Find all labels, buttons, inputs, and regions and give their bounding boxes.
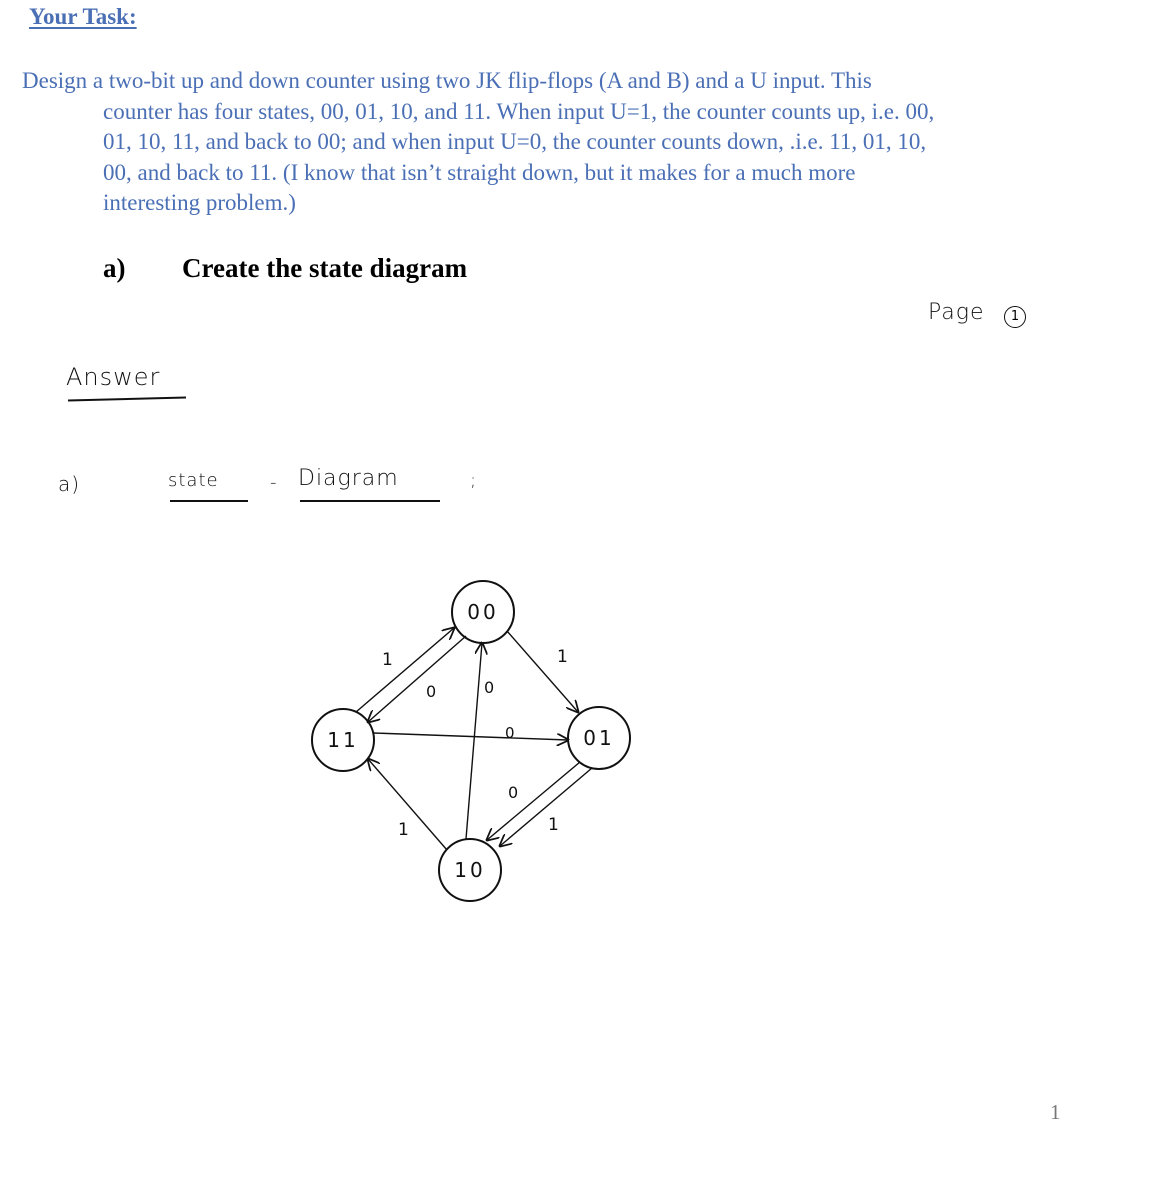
part-a-title: Create the state diagram	[182, 253, 468, 283]
edge-label-10-11: 1	[398, 820, 409, 840]
edge-label-01-10-down: 0	[508, 783, 519, 802]
diagram-suffix: ;	[470, 470, 478, 491]
edge-11-to-00	[356, 628, 454, 712]
answer-part-label: a)	[58, 472, 81, 496]
state-word: state	[168, 470, 219, 491]
edge-00-to-11	[368, 636, 466, 722]
state-00-node	[452, 581, 514, 643]
page-marker-number: 1	[1010, 309, 1020, 324]
state-11-label: 11	[327, 728, 359, 752]
task-line-2: counter has four states, 00, 01, 10, and 11. When input U=1, the counter counts up, i.e. 00,	[103, 98, 935, 124]
page-number-footer: 1	[1050, 1100, 1061, 1124]
page-marker-text: Page	[928, 300, 985, 325]
edge-11-to-01	[374, 733, 568, 740]
edge-label-01-10-up: 1	[548, 815, 559, 835]
edge-label-11-00: 1	[382, 650, 393, 670]
edge-label-00-11: 0	[426, 682, 437, 701]
part-a-label: a)	[103, 253, 126, 283]
answer-heading: Answer	[66, 363, 161, 391]
state-00-label: 00	[467, 600, 499, 624]
task-line-4: 00, and back to 11. (I know that isn’t straight down, but it makes for a much more	[103, 159, 856, 185]
edge-01-to-10-down	[487, 762, 580, 840]
edge-label-10-00: 0	[484, 678, 495, 697]
task-line-3: 01, 10, 11, and back to 00; and when input U=0, the counter counts down, .i.e. 11, 01, 10,	[103, 129, 927, 154]
edge-10-to-00	[466, 643, 482, 839]
state-10-label: 10	[454, 858, 486, 882]
state-11-node	[312, 709, 374, 771]
state-01-label: 01	[583, 726, 615, 750]
task-heading: Your Task:	[29, 4, 137, 29]
diagram-word: Diagram	[298, 466, 399, 491]
state-01-node	[568, 707, 630, 769]
edge-label-00-01: 1	[557, 647, 568, 667]
state-10-node	[439, 839, 501, 901]
edge-label-11-01: 0	[505, 724, 515, 742]
task-line-1: Design a two-bit up and down counter using two JK flip-flops (A and B) and a U input. This	[22, 68, 872, 93]
edge-01-to-10-up	[500, 768, 592, 846]
task-line-5: interesting problem.)	[103, 190, 296, 215]
separator: -	[270, 472, 278, 493]
edge-00-to-01	[507, 631, 578, 712]
